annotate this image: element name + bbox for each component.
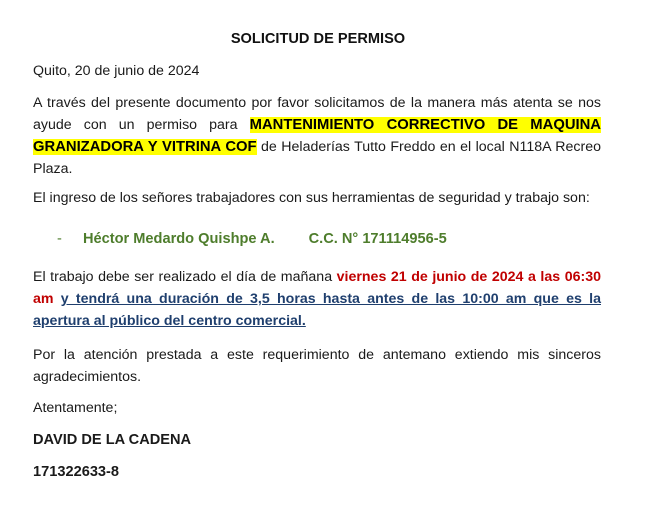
worker-id: C.C. N° 171114956-5 [308, 231, 447, 247]
schedule-intro: El trabajo debe ser realizado el día de mañana [33, 269, 337, 285]
date-line: Quito, 20 de junio de 2024 [33, 63, 200, 79]
schedule-datetime: viernes 21 de junio de 2024 a las 06:30 am [33, 269, 601, 307]
schedule-paragraph [33, 266, 601, 332]
highlighted-service: MANTENIMIENTO CORRECTIVO DE MAQUINA GRANIZADORA Y VITRINA COF [33, 117, 601, 155]
request-location: de Heladerías Tutto Freddo en el local N118A Recreo Plaza. [33, 139, 601, 177]
schedule-duration: y tendrá una duración de 3,5 horas hasta antes de las 10:00 am que es la apertura al público del centro comercial. [33, 291, 601, 329]
workers-intro-paragraph: El ingreso de los señores trabajadores con sus herramientas de seguridad y trabajo son: [33, 190, 590, 206]
worker-name: Héctor Medardo Quishpe A. [83, 231, 275, 247]
signer-name: DAVID DE LA CADENA [33, 432, 192, 448]
request-paragraph [33, 92, 601, 180]
request-intro: A través del presente documento por favor solicitamos de la manera más atenta se nos ayude con un permiso para [33, 95, 601, 133]
thanks-paragraph: Por la atención prestada a este requerimiento de antemano extiendo mis sinceros agradecimientos. [33, 347, 601, 385]
list-bullet: - [57, 231, 62, 247]
worker-list-item [57, 228, 447, 250]
closing-line: Atentamente; [33, 400, 118, 416]
signer-id: 171322633-8 [33, 464, 120, 480]
document-title: SOLICITUD DE PERMISO [230, 31, 406, 47]
